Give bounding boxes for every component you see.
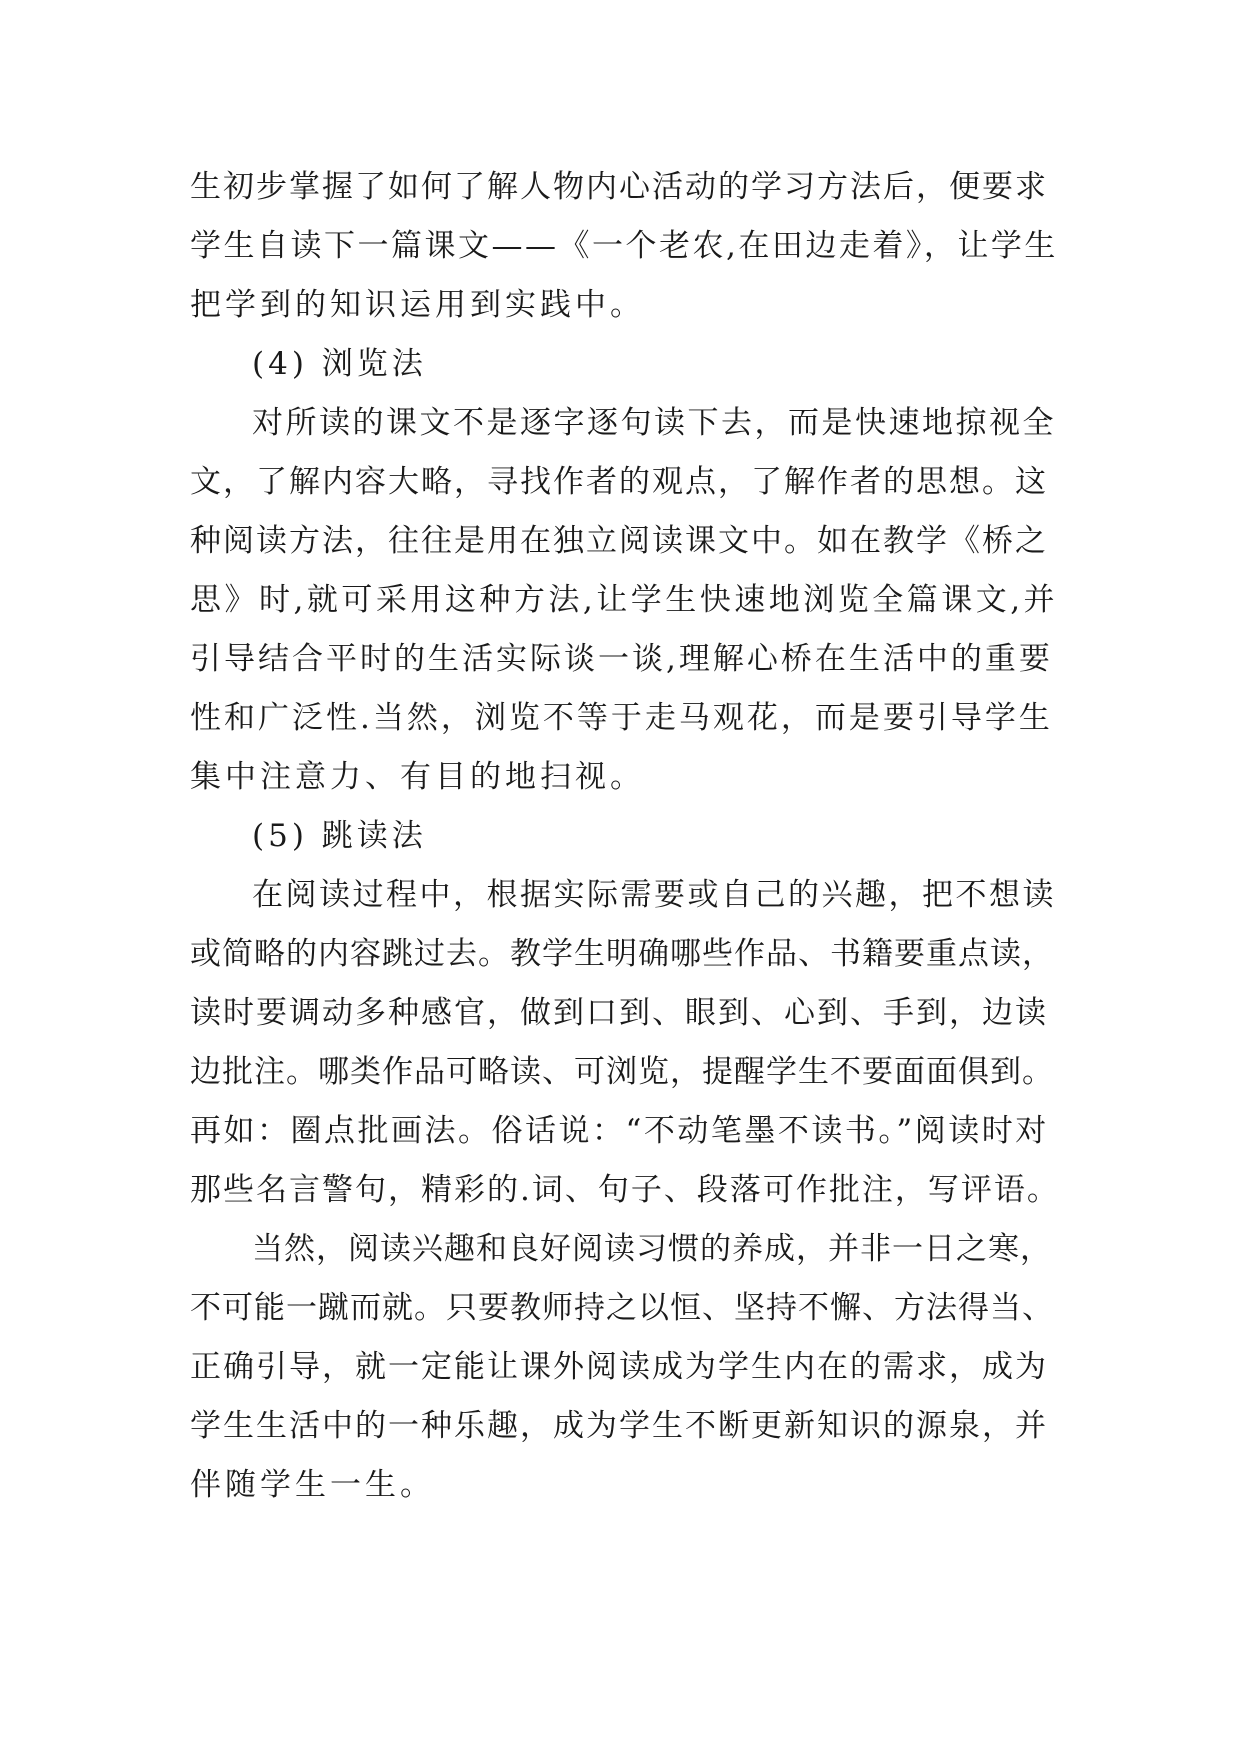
section-heading-browsing bbox=[190, 335, 1060, 394]
paragraph-skimming bbox=[190, 866, 1060, 1220]
text-line: 学生自读下一篇课文——《一个老农,在田边走着》，让学生 bbox=[190, 228, 1058, 264]
text-line: 在阅读过程中，根据实际需要或自己的兴趣，把不想读 bbox=[252, 877, 1056, 913]
text-line: 引导结合平时的生活实际谈一谈,理解心桥在生活中的重要 bbox=[190, 641, 1053, 677]
paragraph-conclusion bbox=[190, 1220, 1060, 1515]
text-line: 正确引导，就一定能让课外阅读成为学生内在的需求，成为 bbox=[190, 1349, 1048, 1385]
text-line: 生初步掌握了如何了解人物内心活动的学习方法后，便要求 bbox=[190, 169, 1048, 205]
paragraph-continuation bbox=[190, 158, 1060, 335]
text-line: 边批注。哪类作品可略读、可浏览，提醒学生不要面面俱到。 bbox=[190, 1054, 1054, 1090]
text-line: 性和广泛性.当然，浏览不等于走马观花，而是要引导学生 bbox=[190, 700, 1053, 736]
text-line: 对所读的课文不是逐字逐句读下去，而是快速地掠视全 bbox=[252, 405, 1056, 441]
text-line: 文，了解内容大略，寻找作者的观点，了解作者的思想。这 bbox=[190, 464, 1048, 500]
text-line: 思》时,就可采用这种方法,让学生快速地浏览全篇课文,并 bbox=[190, 582, 1059, 618]
heading-text: (4) 浏览法 bbox=[252, 346, 427, 382]
text-line: 再如：圈点批画法。俗话说：“不动笔墨不读书。”阅读时对 bbox=[190, 1113, 1049, 1149]
text-line: 集中注意力、有目的地扫视。 bbox=[190, 759, 645, 795]
text-line: 学生生活中的一种乐趣，成为学生不断更新知识的源泉，并 bbox=[190, 1408, 1048, 1444]
section-heading-skimming bbox=[190, 807, 1060, 866]
heading-text: (5) 跳读法 bbox=[252, 818, 427, 854]
text-line: 伴随学生一生。 bbox=[190, 1467, 435, 1503]
text-line: 读时要调动多种感官，做到口到、眼到、心到、手到，边读 bbox=[190, 995, 1048, 1031]
body-text bbox=[190, 158, 1060, 1515]
text-line: 种阅读方法，往往是用在独立阅读课文中。如在教学《桥之 bbox=[190, 523, 1048, 559]
text-line: 或简略的内容跳过去。教学生明确哪些作品、书籍要重点读， bbox=[190, 936, 1054, 972]
text-line: 那些名言警句，精彩的.词、句子、段落可作批注，写评语。 bbox=[190, 1172, 1060, 1208]
paragraph-browsing bbox=[190, 394, 1060, 807]
text-line: 当然，阅读兴趣和良好阅读习惯的养成，并非一日之寒， bbox=[252, 1231, 1052, 1267]
text-line: 不可能一蹴而就。只要教师持之以恒、坚持不懈、方法得当、 bbox=[190, 1290, 1054, 1326]
text-line: 把学到的知识运用到实践中。 bbox=[190, 287, 645, 323]
